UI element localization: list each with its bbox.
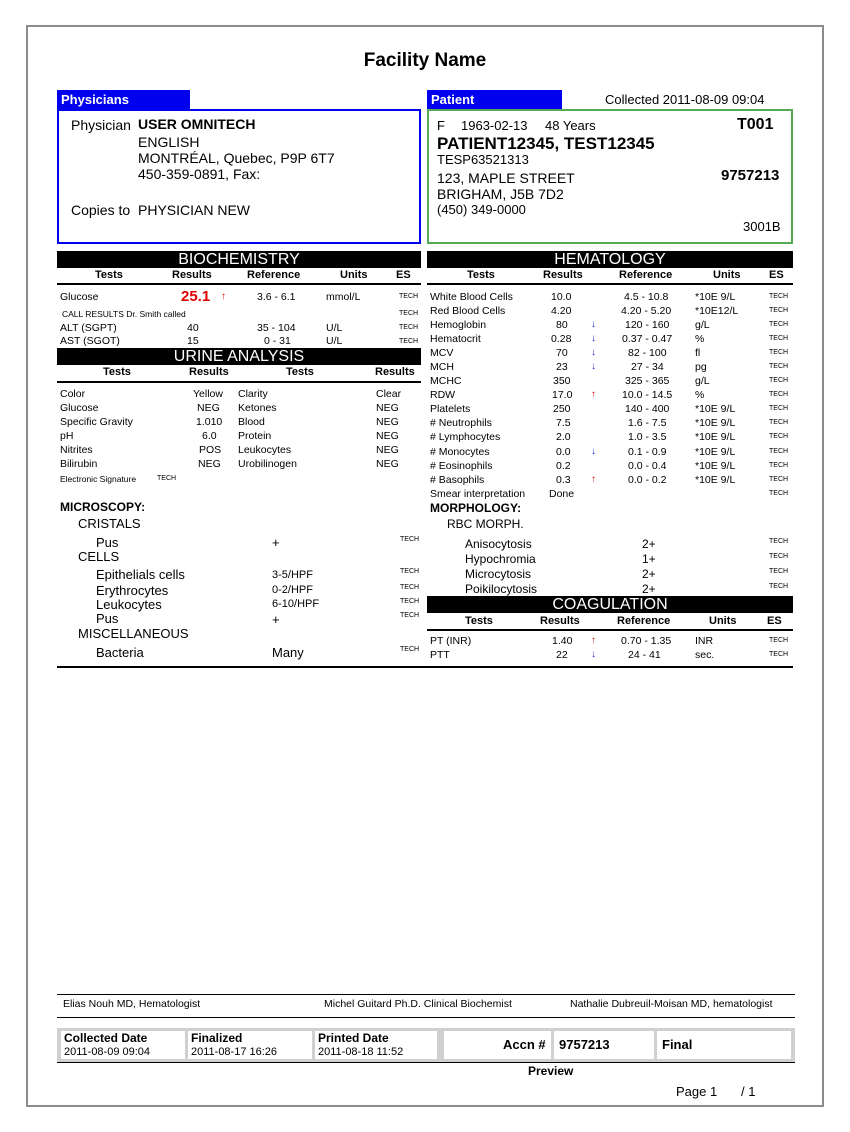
coag-row-es: TECH <box>769 637 789 644</box>
hem-row-test: White Blood Cells <box>430 291 513 303</box>
hem-col-reference: Reference <box>619 269 673 281</box>
bio-row-es: TECH <box>399 310 419 317</box>
coag-row-test: PT (INR) <box>430 635 472 647</box>
morphology-es: TECH <box>769 553 789 560</box>
urine-result: NEG <box>197 402 220 414</box>
urine-test: Protein <box>238 430 272 442</box>
hem-row-es: TECH <box>769 462 789 469</box>
microscopy-value: 3-5/HPF <box>272 569 313 581</box>
patient-dob: 1963-02-13 <box>461 118 528 133</box>
hem-row-ref: 0.1 - 0.9 <box>628 446 667 458</box>
morphology-value: 1+ <box>642 552 656 566</box>
hem-row-result: 80 <box>556 319 568 331</box>
hem-col-units: Units <box>713 269 741 281</box>
patient-city: BRIGHAM, J5B 7D2 <box>437 186 564 202</box>
morphology-title: MORPHOLOGY: <box>430 501 522 515</box>
urine-col-results: Results <box>189 366 229 378</box>
collected-datetime: Collected 2011-08-09 09:04 <box>605 92 765 107</box>
hem-row-units: *10E 9/L <box>695 460 736 472</box>
coag-row-result: 1.40 <box>552 635 573 647</box>
hem-row-ref: 4.5 - 10.8 <box>624 291 669 303</box>
urine-test: Urobilinogen <box>238 458 297 470</box>
urine-test: Color <box>60 388 86 400</box>
page-number: Page 1 <box>676 1084 718 1099</box>
microscopy-value: + <box>272 535 280 550</box>
morphology-label: Anisocytosis <box>465 537 532 551</box>
patient-accn: 9757213 <box>721 167 780 184</box>
bio-row-units: mmol/L <box>326 291 361 303</box>
down-arrow-icon: ↓ <box>591 361 596 372</box>
coag-row-result: 22 <box>556 649 568 661</box>
bio-col-results: Results <box>172 269 212 281</box>
down-arrow-icon: ↓ <box>591 649 596 660</box>
hem-row-test: Smear interpretation <box>430 488 526 500</box>
hem-header-rule <box>427 283 793 285</box>
bio-header-rule <box>57 283 421 285</box>
physicians-tag: Physicians <box>57 90 190 109</box>
signatories-rule <box>57 994 795 995</box>
patient-name: PATIENT12345, TEST12345 <box>437 134 655 153</box>
hem-row-es: TECH <box>769 476 789 483</box>
hem-row-es: TECH <box>769 293 789 300</box>
collected-date-value: 2011-08-09 09:04 <box>64 1046 151 1058</box>
urine-result: NEG <box>376 458 399 470</box>
hem-row-es: TECH <box>769 391 789 398</box>
morphology-es: TECH <box>769 568 789 575</box>
hem-row-result: Done <box>549 488 575 500</box>
hem-row-es: TECH <box>769 335 789 342</box>
urine-test: pH <box>60 430 74 442</box>
hem-row-test: Red Blood Cells <box>430 305 506 317</box>
microscopy-value: 6-10/HPF <box>272 598 320 610</box>
hem-row-test: Hemoglobin <box>430 319 487 331</box>
bio-row-ref: 0 - 31 <box>264 335 291 347</box>
microscopy-label: Epithelials cells <box>96 567 185 582</box>
bio-row-result: 15 <box>187 335 199 347</box>
morphology-label: Hypochromia <box>465 552 536 566</box>
accn-label: Accn # <box>503 1037 546 1052</box>
printed-date-value: 2011-08-18 11:52 <box>318 1046 404 1058</box>
hem-row-ref: 325 - 365 <box>625 375 670 387</box>
coag-row-ref: 0.70 - 1.35 <box>621 635 672 647</box>
hem-row-es: TECH <box>769 377 789 384</box>
morphology-value: 2+ <box>642 582 656 596</box>
coag-row-ref: 24 - 41 <box>628 649 661 661</box>
morphology-value: 2+ <box>642 537 656 551</box>
urine-result: NEG <box>376 402 399 414</box>
hem-row-result: 2.0 <box>556 431 571 443</box>
urine-test: Bilirubin <box>60 458 98 470</box>
hematology-title: HEMATOLOGY <box>427 251 793 268</box>
coag-col-units: Units <box>709 615 737 627</box>
urine-test: Clarity <box>238 388 268 400</box>
microscopy-es: TECH <box>400 598 420 605</box>
down-arrow-icon: ↓ <box>591 319 596 330</box>
report-status: Final <box>662 1037 693 1052</box>
coagulation-title: COAGULATION <box>427 596 793 613</box>
hem-row-result: 23 <box>556 361 568 373</box>
hem-row-ref: 10.0 - 14.5 <box>622 389 673 401</box>
microscopy-es: TECH <box>400 536 420 543</box>
hem-row-ref: 1.6 - 7.5 <box>628 417 667 429</box>
facility-name: Facility Name <box>363 50 487 71</box>
coag-row-units: INR <box>695 635 714 647</box>
hem-row-units: g/L <box>695 375 710 387</box>
hem-row-result: 7.5 <box>556 417 571 429</box>
morphology-rbc: RBC MORPH. <box>447 517 524 531</box>
coag-col-tests: Tests <box>465 615 493 627</box>
bio-row-test: AST (SGOT) <box>60 335 120 347</box>
hem-row-test: Hematocrit <box>430 333 481 345</box>
bio-row-units: U/L <box>326 335 343 347</box>
hem-row-result: 17.0 <box>552 389 573 401</box>
urine-test: Leukocytes <box>238 444 292 456</box>
bio-row-result: 40 <box>187 322 199 334</box>
hem-row-ref: 82 - 100 <box>628 347 667 359</box>
hem-row-test: # Lymphocytes <box>430 431 501 443</box>
biochemistry-title: BIOCHEMISTRY <box>57 251 421 268</box>
urine-result: 6.0 <box>202 430 217 442</box>
hem-row-test: # Neutrophils <box>430 417 492 429</box>
hem-row-units: pg <box>695 361 707 373</box>
urine-title: URINE ANALYSIS <box>57 348 421 365</box>
microscopy-label: Pus <box>96 611 119 626</box>
hem-row-result: 350 <box>553 375 571 387</box>
signatory-1: Elias Nouh MD, Hematologist <box>63 998 201 1010</box>
microscopy-label: Leukocytes <box>96 597 162 612</box>
hem-row-test: MCHC <box>430 375 462 387</box>
physician-phone: 450-359-0891, Fax: <box>138 166 261 182</box>
hem-row-test: # Eosinophils <box>430 460 493 472</box>
bio-row-es: TECH <box>399 324 419 331</box>
printed-date-label: Printed Date <box>318 1031 389 1045</box>
hem-row-es: TECH <box>769 490 789 497</box>
hem-row-test: MCH <box>430 361 454 373</box>
microscopy-es: TECH <box>400 568 420 575</box>
coag-row-es: TECH <box>769 651 789 658</box>
patient-code: T001 <box>737 116 774 133</box>
urine-test: Glucose <box>60 402 99 414</box>
urine-result: NEG <box>376 444 399 456</box>
bio-row-note: CALL RESULTS Dr. Smith called <box>62 309 186 319</box>
patient-street: 123, MAPLE STREET <box>437 170 575 186</box>
physician-name: USER OMNITECH <box>138 116 256 132</box>
hem-col-results: Results <box>543 269 583 281</box>
finalized-value: 2011-08-17 16:26 <box>191 1046 278 1058</box>
hem-row-ref: 1.0 - 3.5 <box>628 431 667 443</box>
footer-rule <box>57 1062 795 1063</box>
physician-address: MONTRÉAL, Quebec, P9P 6T7 <box>138 150 335 166</box>
morphology-es: TECH <box>769 583 789 590</box>
coag-row-test: PTT <box>430 649 450 661</box>
hem-row-units: *10E 9/L <box>695 291 736 303</box>
hem-row-es: TECH <box>769 321 789 328</box>
morphology-value: 2+ <box>642 567 656 581</box>
hem-row-test: # Monocytes <box>430 446 490 458</box>
hem-row-ref: 140 - 400 <box>625 403 670 415</box>
hem-row-test: Platelets <box>430 403 471 415</box>
microscopy-es: TECH <box>400 646 420 653</box>
hem-row-result: 70 <box>556 347 568 359</box>
down-arrow-icon: ↓ <box>591 333 596 344</box>
down-arrow-icon: ↓ <box>591 446 596 457</box>
hem-row-es: TECH <box>769 419 789 426</box>
hem-row-ref: 27 - 34 <box>631 361 664 373</box>
urine-test: Specific Gravity <box>60 416 133 428</box>
urine-test: Blood <box>238 416 265 428</box>
accn-value: 9757213 <box>559 1037 610 1052</box>
bio-row-test: Glucose <box>60 291 99 303</box>
microscopy-label: Bacteria <box>96 645 144 660</box>
preview-label: Preview <box>528 1064 574 1078</box>
up-arrow-icon: ↑ <box>591 474 596 485</box>
hem-row-result: 0.2 <box>556 460 571 472</box>
patient-sex: F <box>437 118 445 133</box>
bio-row-es: TECH <box>399 338 419 345</box>
hem-row-result: 4.20 <box>551 305 572 317</box>
urine-col-tests2: Tests <box>286 366 314 378</box>
hem-row-units: *10E 9/L <box>695 403 736 415</box>
microscopy-title: MICROSCOPY: <box>60 500 146 514</box>
urine-result: Clear <box>376 388 402 400</box>
hem-row-ref: 0.0 - 0.2 <box>628 474 667 486</box>
urine-test: Nitrites <box>60 444 93 456</box>
page-total: / 1 <box>741 1084 756 1099</box>
hem-row-result: 0.0 <box>556 446 571 458</box>
bio-row-test: ALT (SGPT) <box>60 322 117 334</box>
urine-result: NEG <box>376 430 399 442</box>
collected-date-label: Collected Date <box>64 1031 148 1045</box>
bio-row-ref: 3.6 - 6.1 <box>257 291 296 303</box>
bio-col-es: ES <box>396 269 411 281</box>
microscopy-value: Many <box>272 645 304 660</box>
hem-row-test: MCV <box>430 347 454 359</box>
coag-header-rule <box>427 629 793 631</box>
urine-result: POS <box>199 444 222 456</box>
results-bottom-rule <box>57 666 793 668</box>
microscopy-cells: CELLS <box>78 549 120 564</box>
hem-row-es: TECH <box>769 349 789 356</box>
patient-age: 48 Years <box>545 118 596 133</box>
up-arrow-icon: ↑ <box>221 291 226 302</box>
urine-test: Ketones <box>238 402 277 414</box>
hem-row-es: TECH <box>769 307 789 314</box>
morphology-es: TECH <box>769 538 789 545</box>
urine-col-tests: Tests <box>103 366 131 378</box>
hem-row-units: *10E12/L <box>695 305 739 317</box>
urine-result: Yellow <box>193 388 223 400</box>
hem-row-result: 0.28 <box>551 333 572 345</box>
bio-col-reference: Reference <box>247 269 301 281</box>
urine-result: NEG <box>198 458 221 470</box>
urine-result: 1.010 <box>196 416 223 428</box>
footer-accn-box <box>441 1028 795 1062</box>
coag-col-reference: Reference <box>617 615 671 627</box>
down-arrow-icon: ↓ <box>591 347 596 358</box>
hem-row-units: *10E 9/L <box>695 474 736 486</box>
hem-row-result: 0.3 <box>556 474 571 486</box>
hem-row-result: 250 <box>553 403 571 415</box>
bio-row-es: TECH <box>399 293 419 300</box>
hem-row-es: TECH <box>769 363 789 370</box>
coag-col-es: ES <box>767 615 782 627</box>
signatory-3: Nathalie Dubreuil-Moisan MD, hematologist <box>570 998 773 1010</box>
hem-row-units: % <box>695 333 705 345</box>
patient-room: 3001B <box>743 219 781 234</box>
hem-row-units: % <box>695 389 705 401</box>
patient-id: TESP63521313 <box>437 152 529 167</box>
coag-row-units: sec. <box>695 649 715 661</box>
urine-col-results2: Results <box>375 366 415 378</box>
physician-language: ENGLISH <box>138 134 200 150</box>
urine-header-rule <box>57 381 421 383</box>
bio-row-result: 25.1 <box>181 288 211 305</box>
hem-row-ref: 0.0 - 0.4 <box>628 460 667 472</box>
hem-row-test: # Basophils <box>430 474 485 486</box>
hem-row-es: TECH <box>769 448 789 455</box>
copies-label: Copies to <box>71 202 131 218</box>
microscopy-label: Pus <box>96 535 119 550</box>
microscopy-value: 0-2/HPF <box>272 584 313 596</box>
microscopy-label: Erythrocytes <box>96 583 169 598</box>
microscopy-value: + <box>272 612 280 627</box>
bio-col-units: Units <box>340 269 368 281</box>
bio-row-ref: 35 - 104 <box>257 322 296 334</box>
bio-col-tests: Tests <box>95 269 123 281</box>
hem-col-es: ES <box>769 269 784 281</box>
coag-col-results: Results <box>540 615 580 627</box>
microscopy-cristals: CRISTALS <box>78 516 141 531</box>
hem-row-test: RDW <box>430 389 456 401</box>
morphology-label: Microcytosis <box>465 567 532 581</box>
signatory-2: Michel Guitard Ph.D. Clinical Biochemist <box>324 998 512 1010</box>
hem-row-es: TECH <box>769 433 789 440</box>
hem-row-units: g/L <box>695 319 710 331</box>
physician-label: Physician <box>71 117 131 133</box>
up-arrow-icon: ↑ <box>591 635 596 646</box>
bio-row-units: U/L <box>326 322 343 334</box>
electronic-signature-label: Electronic Signature <box>60 474 137 484</box>
hem-row-units: *10E 9/L <box>695 431 736 443</box>
patient-tag: Patient <box>427 90 562 109</box>
hem-row-ref: 120 - 160 <box>625 319 670 331</box>
microscopy-es: TECH <box>400 612 420 619</box>
up-arrow-icon: ↑ <box>591 389 596 400</box>
hem-row-units: fl <box>695 347 701 359</box>
hem-row-ref: 4.20 - 5.20 <box>621 305 672 317</box>
copies-value: PHYSICIAN NEW <box>138 202 251 218</box>
finalized-label: Finalized <box>191 1031 243 1045</box>
hem-row-es: TECH <box>769 405 789 412</box>
hem-row-result: 10.0 <box>551 291 572 303</box>
hem-row-ref: 0.37 - 0.47 <box>622 333 673 345</box>
morphology-label: Poikilocytosis <box>465 582 538 596</box>
signatories-rule-bottom <box>57 1017 795 1018</box>
hem-row-units: *10E 9/L <box>695 417 736 429</box>
urine-result: NEG <box>376 416 399 428</box>
microscopy-es: TECH <box>400 584 420 591</box>
patient-phone: (450) 349-0000 <box>437 202 526 217</box>
hem-row-units: *10E 9/L <box>695 446 736 458</box>
electronic-signature-value: TECH <box>157 475 177 482</box>
hem-col-tests: Tests <box>467 269 495 281</box>
microscopy-misc: MISCELLANEOUS <box>78 626 189 641</box>
